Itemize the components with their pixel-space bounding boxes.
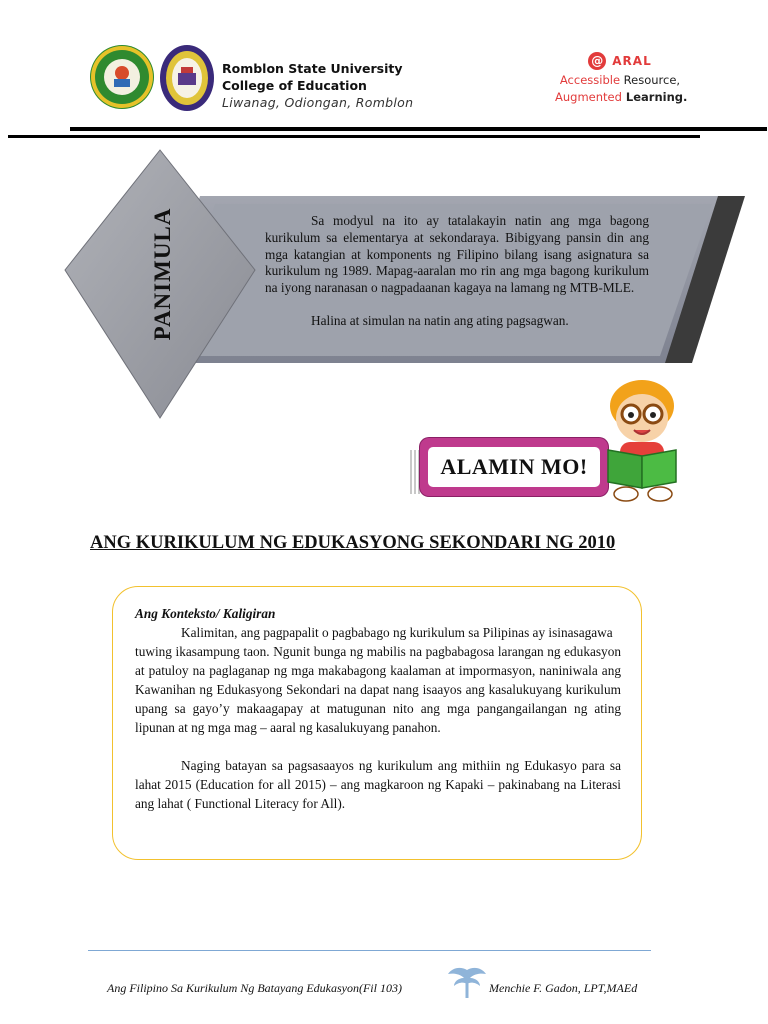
alamin-mo-inner xyxy=(428,447,600,487)
alamin-mo-label: ALAMIN MO! xyxy=(440,454,588,479)
university-block xyxy=(222,60,413,112)
footer-rule xyxy=(88,950,651,951)
header-rule-bottom xyxy=(8,135,700,138)
context-paragraph-3: Naging batayan sa pagsasaayos ng kurikulum ang mithiin ng Edukasyo para sa lahat 2015 (Education for all 2015) – ang magkaroon ng Kapaki – pakinabang na Literasi ang lahat ( Functional Literacy for All). xyxy=(135,758,621,811)
college-name: College of Education xyxy=(222,78,367,93)
romblon-state-university-seal xyxy=(90,45,154,109)
footer-author: Menchie F. Gadon, LPT,MAEd xyxy=(489,981,638,995)
panimula-text xyxy=(265,213,649,330)
aral-logo xyxy=(555,50,685,72)
college-of-education-seal xyxy=(160,45,214,111)
panimula-paragraph: Sa modyul na ito ay tatalakayin natin ang mga bagong kurikulum sa elementarya at sekondaraya. Bibigyang pansin din ang mga katangian at komponents ng Filipino bilang isang asignatura sa kurikulum ng 1989. Mapag-aaralan mo rin ang mga bagong kurikulum na iyong naranasan o nagpadaanan kagaya na lamang ng MTB-MLE. xyxy=(265,213,649,296)
university-name: Romblon State University xyxy=(222,61,403,76)
alamin-mo-banner xyxy=(420,438,608,496)
context-paragraph-1: Kalimitan, ang pagpapalit o pagbabago ng kurikulum sa Pilipinas ay isinasagawa xyxy=(181,625,613,640)
panimula-label: PANIMULA xyxy=(150,207,175,341)
reading-kid-icon xyxy=(598,378,688,504)
university-address: Liwanag, Odiongan, Romblon xyxy=(222,95,414,110)
aral-branding xyxy=(555,50,688,106)
aral-tagline-1 xyxy=(555,72,685,89)
aral-augmented: Augmented xyxy=(555,90,622,104)
aral-wordmark: ARAL xyxy=(612,54,652,68)
context-paragraph-2: tuwing ikasampung taon. Ngunit bunga ng mabilis na pagbabagosa larangan ng edukasyon at patuloy na paglaganap ng mga makabagong kaalaman at impormasyon, naniniwala ang Kawanihan ng Edukasyong Sekondari na dapat nang isaayos ang kasalukuyang kurikulum upang sa gayo’y makaagapay at matugunan nito ang mga pangangailangan ng ating lipunan at ng mga mag – aaral ng kasalukuyang panahon. xyxy=(135,644,621,735)
context-body xyxy=(135,604,621,813)
aral-resource: Resource, xyxy=(620,73,681,87)
aral-accessible: Accessible xyxy=(559,73,621,87)
section-heading: ANG KURIKULUM NG EDUKASYONG SEKONDARI NG 2010 xyxy=(90,533,616,553)
panimula-closing: Halina at simulan na natin ang ating pagsagwan. xyxy=(311,312,569,328)
aral-at-icon: @ xyxy=(588,52,606,70)
header-rule-top xyxy=(70,127,767,131)
footer-course-title: Ang Filipino Sa Kurikulum Ng Batayang Edukasyon(Fil 103) xyxy=(107,981,402,995)
aral-tagline-2 xyxy=(555,89,688,106)
context-title: Ang Konteksto/ Kaligiran xyxy=(135,606,276,621)
aral-learning: Learning. xyxy=(621,90,688,104)
footer-ornament-icon xyxy=(446,964,488,1000)
